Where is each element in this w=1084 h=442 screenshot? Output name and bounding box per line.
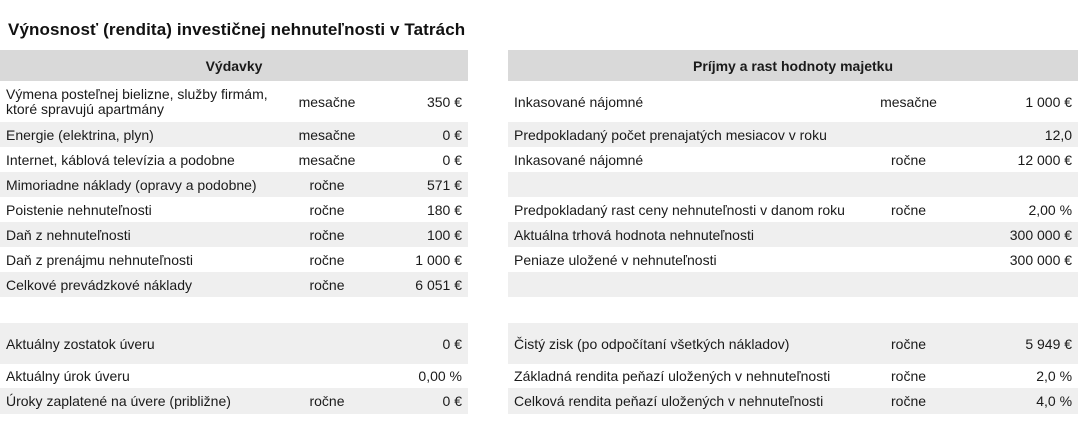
income-period: ročne	[891, 151, 927, 168]
expense-period: ročne	[282, 222, 372, 247]
expense-period: mesačne	[298, 151, 356, 168]
table-row	[0, 272, 1078, 297]
expense-label	[0, 297, 282, 323]
income-label	[508, 272, 870, 297]
income-period: ročne	[870, 388, 947, 414]
page-title: Výnosnosť (rendita) investičnej nehnuteľnosti v Tatrách	[8, 20, 466, 39]
income-period	[870, 172, 947, 197]
expense-value: 0 €	[442, 151, 463, 168]
expense-value: 180 €	[426, 201, 463, 218]
income-value: 1 000 €	[1025, 93, 1073, 110]
expense-label: Aktuálny úrok úveru	[6, 368, 130, 384]
expense-period: mesačne	[298, 93, 356, 110]
expense-value: 571 €	[372, 172, 468, 197]
income-value	[947, 272, 1078, 297]
expense-value: 350 €	[426, 93, 463, 110]
expense-value: 100 €	[372, 222, 468, 247]
income-period: ročne	[870, 323, 947, 364]
income-period	[870, 272, 947, 297]
expense-label: Aktuálny zostatok úveru	[0, 323, 282, 364]
expense-label: Energie (elektrina, plyn)	[0, 122, 282, 147]
rendita-table	[0, 50, 1078, 414]
expense-value: 0 €	[372, 122, 468, 147]
table-row	[0, 222, 1078, 247]
table-row	[0, 172, 1078, 197]
income-header: Príjmy a rast hodnoty majetku	[508, 50, 1078, 81]
expense-value: 0,00 %	[418, 368, 463, 384]
expense-label: Daň z nehnuteľnosti	[0, 222, 282, 247]
income-label: Základná rendita peňazí uložených v nehnuteľnosti	[514, 368, 831, 384]
income-value: 2,00 %	[1028, 201, 1073, 218]
table-row	[0, 323, 1078, 364]
expense-label: Výmena posteľnej bielizne, služby firmám, ktoré spravujú apartmány	[6, 85, 268, 117]
income-value	[947, 172, 1078, 197]
income-label: Predpokladaný počet prenajatých mesiacov v roku	[508, 122, 870, 147]
income-label	[508, 297, 870, 323]
table-row	[0, 81, 1078, 122]
expense-value: 0 €	[372, 388, 468, 414]
expense-period: ročne	[309, 251, 345, 268]
income-period: ročne	[891, 368, 927, 384]
expense-period: ročne	[309, 201, 345, 218]
expense-period	[282, 364, 372, 388]
income-label: Celková rendita peňazí uložených v nehnuteľnosti	[508, 388, 870, 414]
income-label: Aktuálna trhová hodnota nehnuteľnosti	[508, 222, 870, 247]
expense-label: Poistenie nehnuteľnosti	[6, 201, 152, 218]
income-value: 5 949 €	[947, 323, 1078, 364]
expenses-header: Výdavky	[0, 50, 468, 81]
expense-period: ročne	[282, 272, 372, 297]
income-label: Čistý zisk (po odpočítaní všetkých nákladov)	[508, 323, 870, 364]
table-row	[0, 364, 1078, 388]
expense-period: mesačne	[282, 122, 372, 147]
table-row	[0, 297, 1078, 323]
income-period	[870, 247, 947, 272]
expense-period	[282, 297, 372, 323]
income-value: 4,0 %	[947, 388, 1078, 414]
income-label: Predpokladaný rast ceny nehnuteľnosti v danom roku	[514, 201, 845, 218]
income-value: 300 000 €	[1009, 251, 1073, 268]
expense-label: Internet, káblová televízia a podobne	[6, 151, 235, 168]
table-row	[0, 197, 1078, 222]
expense-label: Daň z prenájmu nehnuteľnosti	[6, 251, 193, 268]
income-period	[870, 222, 947, 247]
income-label: Peniaze uložené v nehnuteľnosti	[514, 251, 717, 268]
income-label	[508, 172, 870, 197]
income-value	[947, 297, 1078, 323]
expense-value: 0 €	[372, 323, 468, 364]
expense-period: ročne	[282, 172, 372, 197]
table-header-row	[0, 50, 1078, 81]
table-row	[0, 247, 1078, 272]
income-label: Inkasované nájomné	[514, 151, 644, 168]
income-value: 12 000 €	[1017, 151, 1073, 168]
expense-value: 1 000 €	[415, 251, 463, 268]
income-period: mesačne	[880, 93, 937, 110]
table-row	[0, 122, 1078, 147]
expense-period	[282, 323, 372, 364]
table-row	[0, 388, 1078, 414]
table-row	[0, 147, 1078, 172]
income-value: 300 000 €	[947, 222, 1078, 247]
header-gap	[468, 50, 508, 81]
income-label: Inkasované nájomné	[514, 93, 644, 110]
income-period	[870, 297, 947, 323]
income-period: ročne	[891, 201, 927, 218]
expense-value: 6 051 €	[372, 272, 468, 297]
income-value: 12,0	[947, 122, 1078, 147]
table-body	[0, 81, 1078, 414]
expense-period: ročne	[282, 388, 372, 414]
expense-label: Mimoriadne náklady (opravy a podobne)	[0, 172, 282, 197]
expense-value	[372, 297, 468, 323]
rendita-table-container	[0, 50, 1084, 414]
expense-label: Celkové prevádzkové náklady	[0, 272, 282, 297]
expense-label: Úroky zaplatené na úvere (približne)	[0, 388, 282, 414]
income-period	[870, 122, 947, 147]
income-value: 2,0 %	[1036, 368, 1073, 384]
